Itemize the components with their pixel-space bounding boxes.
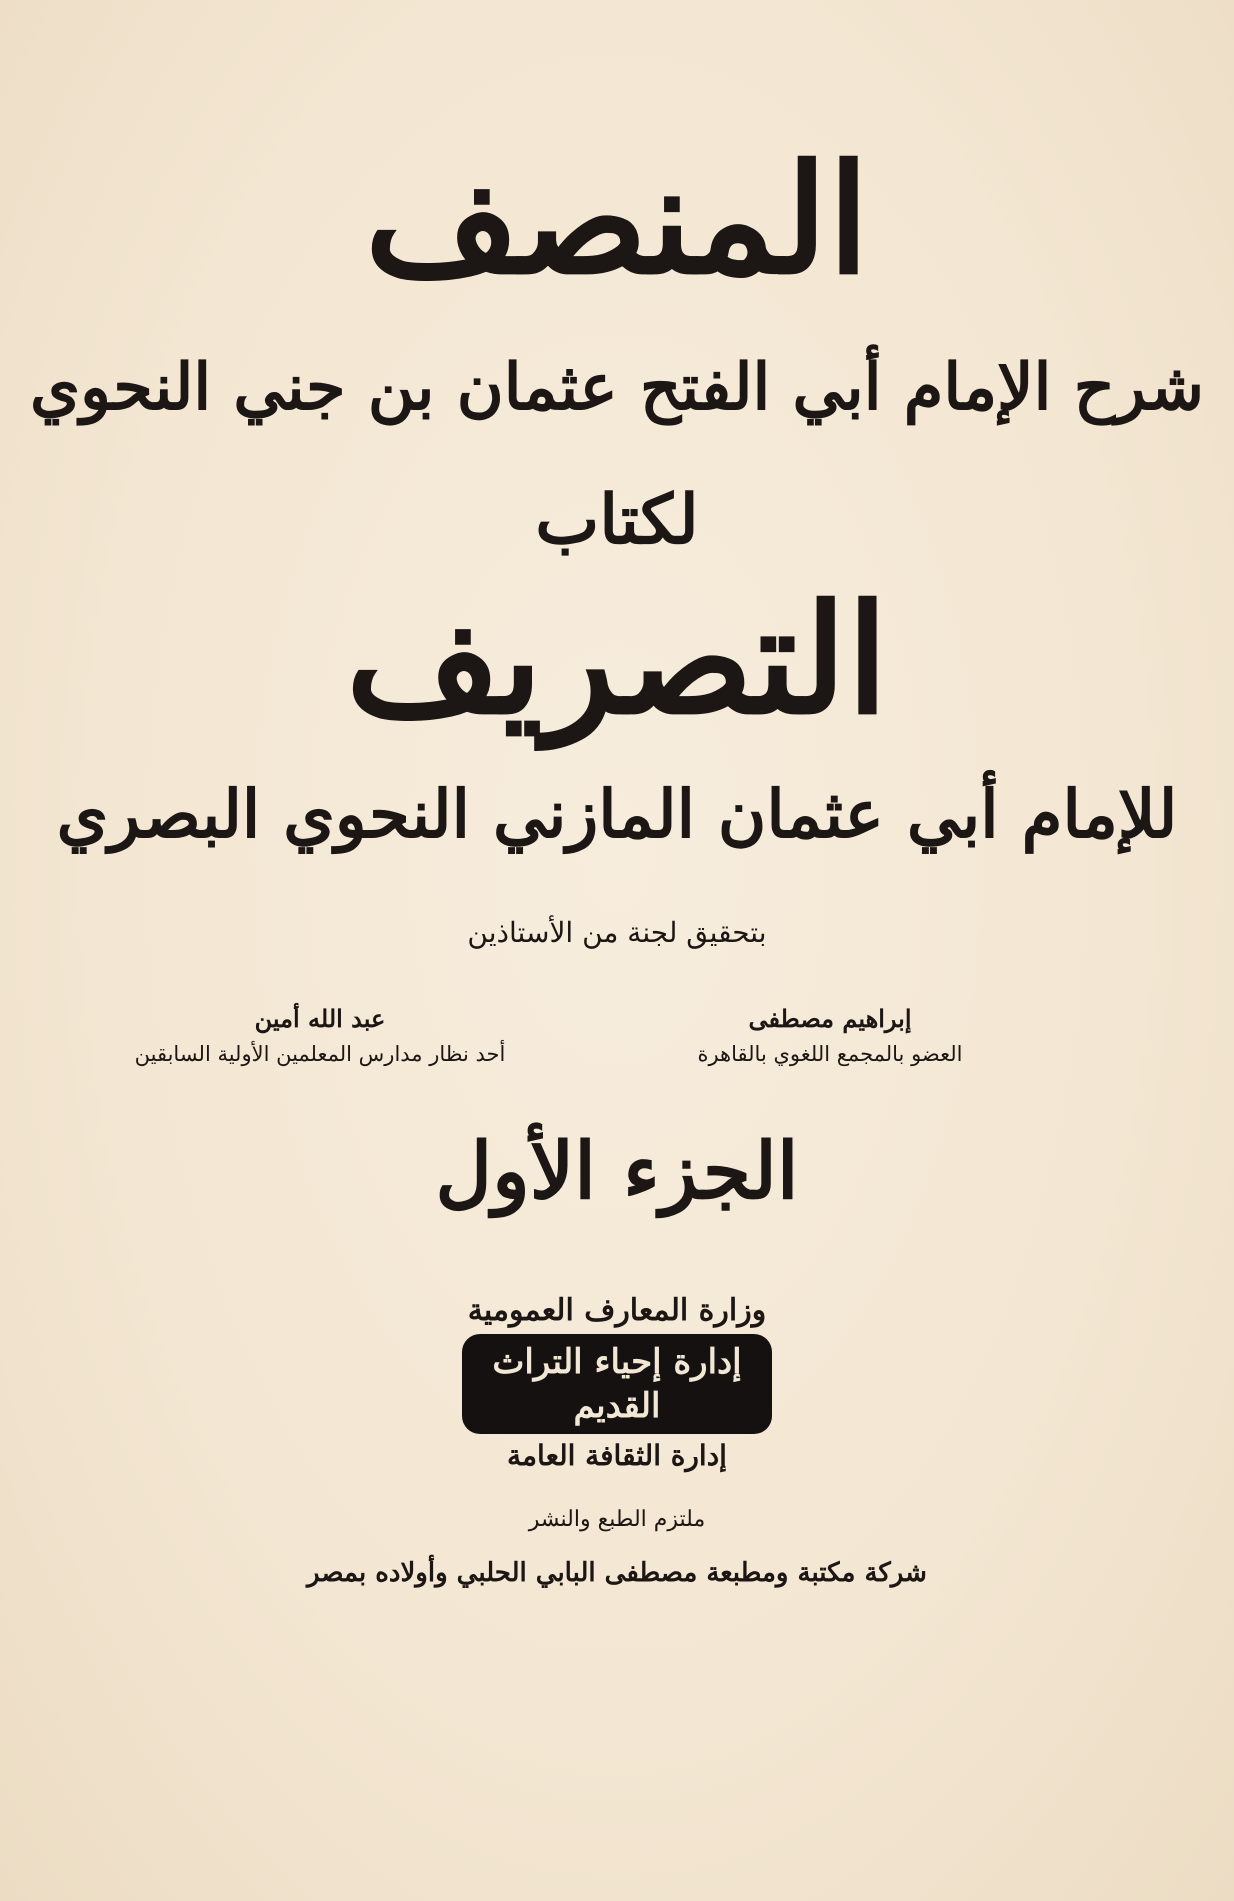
emblem-top-text: وزارة المعارف العمومية (467, 1293, 767, 1328)
emblem-bottom-text: إدارة الثقافة العامة (507, 1439, 727, 1473)
editor-1 (695, 1000, 965, 1072)
editor-2 (120, 1000, 520, 1072)
author-line: للإمام أبي عثمان المازني النحوي البصري (56, 775, 1178, 853)
volume-label: الجزء الأول (435, 1126, 799, 1217)
committee-line: بتحقيق لجنة من الأستاذين (467, 916, 767, 949)
editor-1-role: العضو بالمجمع اللغوي بالقاهرة (697, 1042, 963, 1067)
publisher-label: ملتزم الطبع والنشر (528, 1507, 706, 1532)
editor-2-name: عبد الله أمين (254, 1004, 386, 1033)
editor-2-role: أحد نظار مدارس المعلمين الأولية السابقين (134, 1042, 506, 1067)
main-title: المنصف (364, 132, 870, 308)
editor-1-name: إبراهيم مصطفى (748, 1004, 912, 1033)
ministry-emblem (462, 1290, 772, 1480)
emblem-center-text: إدارة إحياء التراث القديم (462, 1334, 772, 1434)
subtitle: شرح الإمام أبي الفتح عثمان بن جني النحوي (30, 350, 1204, 425)
publisher-name: شركة مكتبة ومطبعة مصطفى البابي الحلبي وأولاده بمصر (307, 1558, 927, 1588)
for-the-book-label: لكتاب (535, 480, 699, 560)
book-title: التصريف (345, 572, 889, 748)
